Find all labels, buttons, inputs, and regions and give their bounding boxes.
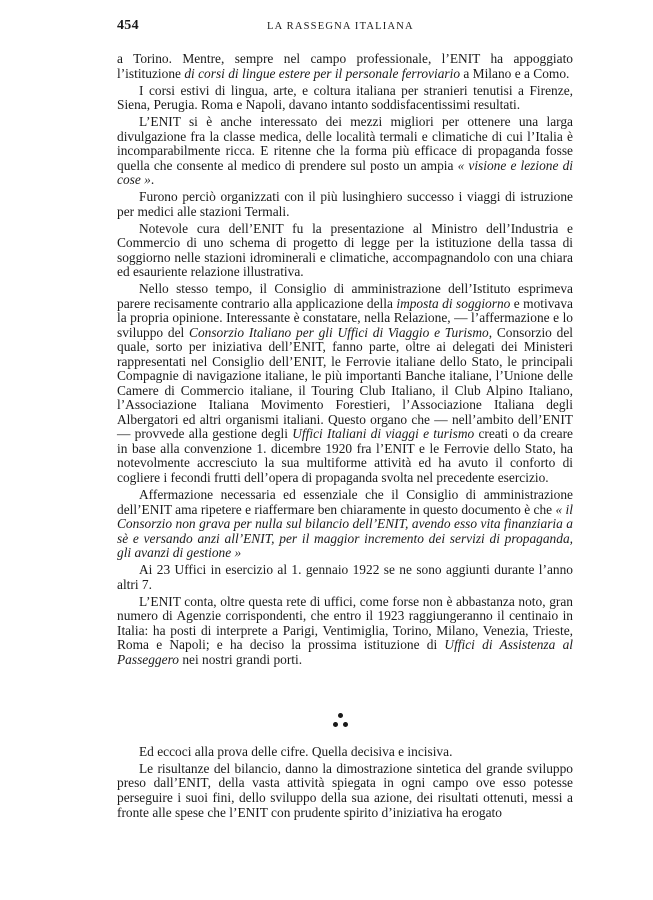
italic-phrase: « visione e lezione di cose »	[117, 157, 573, 188]
text-run: Nello stesso tempo, il Consiglio di amministrazione dell’Istituto esprimeva parere recisamente contrario alla applicazione della	[117, 281, 573, 311]
body-paragraph	[117, 84, 573, 113]
body-paragraph	[117, 563, 573, 592]
body-paragraph	[117, 595, 573, 668]
text-run: Le risultanze del bilancio, danno la dimostrazione sintetica del grande sviluppo preso dall’ENIT, della vasta attività spiegata in ogni campo ove esso potesse perseguire i suoi fini, dello sviluppo della sua azione, dei risultati ottenuti, messi a fronte alle spese che l’ENIT con prudente spirito d’iniziativa ha erogato	[117, 760, 573, 820]
italic-phrase: di corsi di lingue estere per il personale ferroviario	[184, 65, 461, 81]
section-separator-icon	[331, 712, 351, 732]
text-run: .	[150, 172, 155, 188]
text-run: Notevole cura dell’ENIT fu la presentazione al Ministro dell’Industria e Commercio di uno schema di progetto di legge per la istituzione della tassa di soggiorno nelle stazioni idrominerali e climatiche, accompagnandolo con una chiara ed esauriente relazione illustrativa.	[117, 220, 573, 280]
lower-paragraph	[117, 745, 573, 760]
text-run: , Consorzio del quale, sorto per iniziativa dell’ENIT, fanno parte, oltre ai delegati dei Ministeri rappresentati nel Consiglio dell’ENIT, le Ferrovie italiane dello Stato, le principali Compagnie di navigazione italiane, le più importanti Banche italiane, l’Unione delle Camere di Commercio italiane, il Touring Club Italiano, il Club Alpino Italiano, l’Associazione Italiana Movimento Forestieri, l’Associazione Italiana degli Albergatori ed altri organismi italiani. Questo organo che — nell’ambito dell’ENIT — provvede alla gestione degli	[117, 324, 573, 442]
italic-phrase: imposta di soggiorno	[396, 295, 511, 311]
italic-phrase: Consorzio Italiano per gli Uffici di Viaggio e Turismo	[189, 324, 489, 340]
text-run: a Milano e a Como.	[460, 65, 570, 81]
page-number: 454	[117, 18, 139, 33]
text-run: I corsi estivi di lingua, arte, e coltura italiana per stranieri tenutisi a Firenze, Siena, Perugia. Roma e Napoli, davano intanto soddisfacentissimi resultati.	[117, 82, 573, 113]
text-run: e motivava la propria opinione. Interessante è constatare, nella Relazione, — l’affermazione e lo sviluppo del	[117, 295, 574, 340]
lower-paragraph	[117, 762, 573, 821]
text-run: a Torino. Mentre, sempre nel campo professionale, l’ENIT ha appoggiato l’istituzione	[117, 51, 573, 81]
text-run: Ed eccoci alla prova delle cifre. Quella decisiva e incisiva.	[139, 744, 453, 759]
lower-body-text	[117, 745, 573, 823]
italic-phrase: Uffici di Assistenza al Passeggero	[117, 637, 573, 667]
body-paragraph	[117, 115, 573, 188]
body-paragraph	[117, 222, 573, 280]
body-paragraph	[117, 190, 573, 219]
italic-phrase: Uffici Italiani di viaggi e turismo	[292, 426, 475, 442]
running-title: LA RASSEGNA ITALIANA	[267, 21, 414, 32]
body-paragraph	[117, 282, 573, 485]
text-run: Ai 23 Uffici in esercizio al 1. gennaio 1922 se ne sono aggiunti durante l’anno altri 7.	[117, 562, 573, 592]
text-run: creati o da creare in base alla convenzione 1. dicembre 1920 fra l’ENIT e le Ferrovie dello Stato, ha notevolmente accresciuto la sua multiforme attività ed ha avuto il conforto di cogliere i fecondi frutti dell’opera di propaganda svolta nel precedente esercizio.	[117, 426, 573, 485]
text-run: Furono perciò organizzati con il più lusinghiero successo i viaggi di istruzione per medici alle stazioni Termali.	[117, 189, 573, 219]
text-run: nei nostri grandi porti.	[178, 651, 303, 667]
text-run: L’ENIT conta, oltre questa rete di uffici, come forse non è abbastanza noto, gran numero di Agenzie corrispondenti, che entro il 1923 raggiungeranno il centinaio in Italia: ha posti di interprete a Parigi, Ventimiglia, Torino, Milano, Venezia, Trieste, Roma e Napoli; e ha deciso la prossima istituzione di	[117, 593, 573, 653]
body-text	[117, 52, 573, 670]
body-paragraph	[117, 488, 573, 561]
text-run: Affermazione necessaria ed essenziale che il Consiglio di amministrazione dell’ENIT ama ripetere e riaffermare ben chiaramente in questo documento è che	[117, 487, 573, 517]
body-paragraph	[117, 52, 573, 81]
italic-phrase: « il Consorzio non grava per nulla sul bilancio dell’ENIT, avendo esso vita finanziaria a sè e versando anzi all’ENIT, per il maggior incremento dei servizi di propaganda, gli avanzi di gestione »	[117, 501, 573, 561]
page-header	[117, 18, 573, 38]
text-run: L’ENIT si è anche interessato dei mezzi migliori per ottenere una larga divulgazione fra la classe medica, delle località termali e climatiche di cui l’Italia è incomparabilmente ricca. E ritenne che la forma più efficace di propaganda fosse quella che consente al medico di prendere sul posto un ampia	[117, 114, 573, 173]
